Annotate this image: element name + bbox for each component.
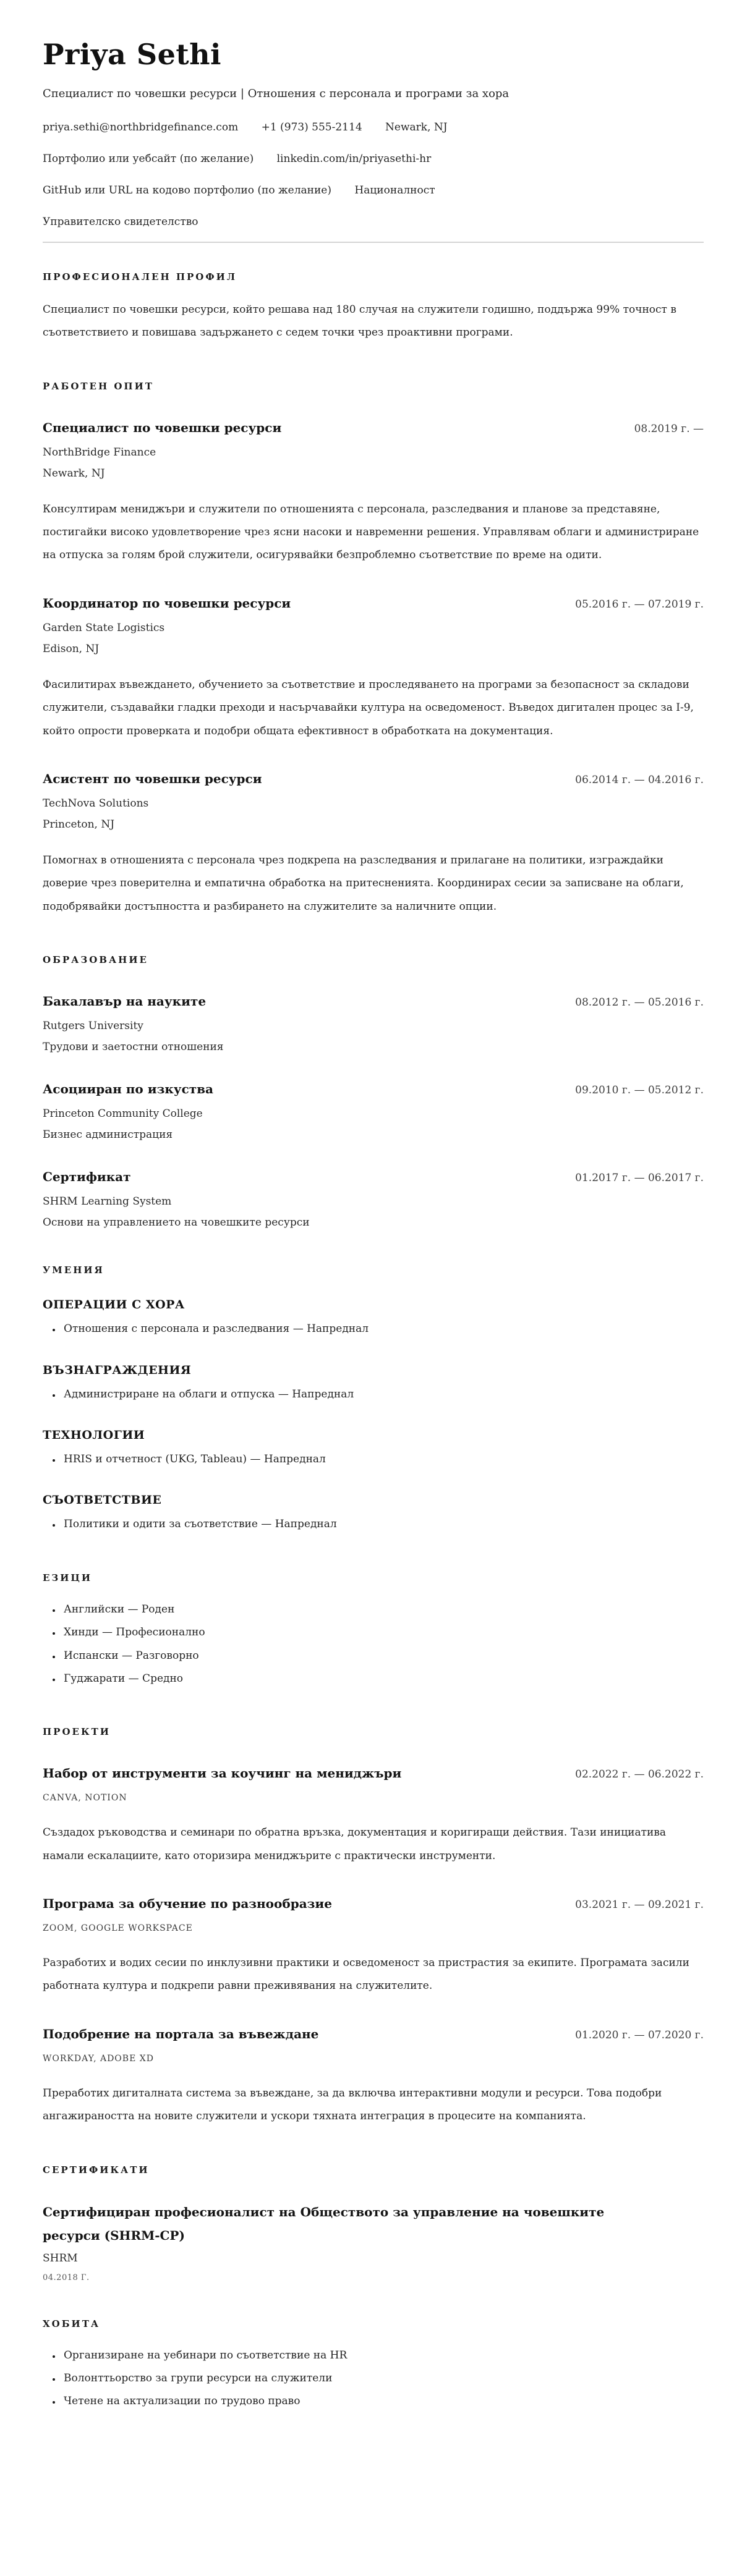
- job-entry-head: [43, 593, 704, 613]
- linkedin-text: linkedin.com/in/priyasethi-hr: [276, 152, 432, 165]
- job-dates: 08.2019 г. —: [634, 422, 704, 435]
- project-description: Разработих и водих сесии по инклузивни практики и осведоменост за пристрастия за екипите. Програмата засили работната култура и подкрепи равни преживявания на служителите.: [43, 1957, 689, 1993]
- project-entry: [43, 1763, 704, 1868]
- skill-list: [43, 1383, 704, 1406]
- section-education: [43, 954, 704, 1229]
- section-heading-projects: ПРОЕКТИ: [43, 1726, 111, 1738]
- job-entry: [43, 418, 704, 567]
- job-description: Консултирам мениджъри и служители по отношенията с персонала, разследвания и планове за представяне, постигайки високо удовлетворение чрез ясни насоки и навременни решения. Управлявам облаги и администриране на отпуска за голям брой служители, осигурявайки безпроблемно съответствие по време на одити.: [43, 502, 699, 562]
- github-placeholder-text: GitHub или URL на кодово портфолио (по желание): [43, 184, 331, 197]
- contact-block: [43, 121, 704, 228]
- section-hobbies: [43, 2318, 704, 2413]
- section-profile: [43, 271, 704, 345]
- skill-list: [43, 1513, 704, 1536]
- email-text: priya.sethi@northbridgefinance.com: [43, 121, 239, 133]
- school-name: SHRM Learning System: [43, 1195, 172, 1208]
- contact-row-2: [43, 153, 704, 165]
- hobby-item: • Четене на актуализации по трудово право: [61, 2390, 704, 2413]
- headline: Специалист по човешки ресурси | Отношения с персонала и програми за хора: [43, 87, 510, 100]
- project-entry: [43, 1894, 704, 1998]
- language-item: • Английски — Роден: [61, 1598, 704, 1621]
- language-list: [43, 1598, 704, 1691]
- project-entry-head: [43, 1763, 704, 1783]
- location-text: Newark, NJ: [385, 121, 448, 133]
- degree-title: Бакалавър на науките: [43, 994, 207, 1009]
- section-heading-profile: ПРОФЕСИОНАЛЕН ПРОФИЛ: [43, 271, 237, 282]
- skill-category: ТЕХНОЛОГИИ: [43, 1428, 145, 1442]
- certificate-issuer: SHRM: [43, 2252, 78, 2265]
- skill-item: • HRIS и отчетност (UKG, Tableau) — Напреднал: [61, 1448, 704, 1471]
- education-entry-head: [43, 1079, 704, 1099]
- section-heading-experience: РАБОТЕН ОПИТ: [43, 380, 154, 392]
- skill-item: • Политики и одити за съответствие — Напреднал: [61, 1513, 704, 1536]
- section-heading-skills: УМЕНИЯ: [43, 1265, 104, 1276]
- hobby-list: [43, 2344, 704, 2413]
- nationality-text: Националност: [354, 184, 435, 197]
- section-heading-certificates: СЕРТИФИКАТИ: [43, 2164, 150, 2176]
- job-entry-head: [43, 769, 704, 789]
- education-entry: [43, 1079, 704, 1141]
- header-divider: [43, 242, 704, 243]
- header: [43, 38, 704, 228]
- certificate-title: Сертифициран професионалист на Обществото за управление на човешките ресурси (SHRM-CP): [43, 2204, 605, 2243]
- project-tools: ZOOM, GOOGLE WORKSPACE: [43, 1923, 193, 1934]
- section-heading-languages: ЕЗИЦИ: [43, 1572, 93, 1583]
- section-languages: [43, 1572, 704, 1691]
- degree-title: Асоцииран по изкуства: [43, 1082, 214, 1097]
- project-entry-head: [43, 2024, 704, 2044]
- skill-category: СЪОТВЕТСТВИЕ: [43, 1493, 162, 1507]
- job-entry: [43, 593, 704, 743]
- job-company: TechNova Solutions: [43, 797, 149, 810]
- project-dates: 02.2022 г. — 06.2022 г.: [575, 1768, 704, 1781]
- job-location: Princeton, NJ: [43, 818, 115, 831]
- driving-license-text: Управителско свидетелство: [43, 215, 198, 228]
- school-name: Princeton Community College: [43, 1108, 203, 1121]
- job-dates: 05.2016 г. — 07.2019 г.: [575, 598, 704, 611]
- certificate-date: 04.2018 Г.: [43, 2273, 90, 2282]
- job-location: Edison, NJ: [43, 642, 100, 655]
- job-company: Garden State Logistics: [43, 621, 165, 634]
- contact-row-3: [43, 184, 704, 197]
- field-of-study: Трудови и заетостни отношения: [43, 1041, 224, 1054]
- skill-list: [43, 1318, 704, 1341]
- project-title: Подобрение на портала за въвеждане: [43, 2026, 319, 2041]
- job-title: Асистент по човешки ресурси: [43, 771, 262, 787]
- job-entry-head: [43, 418, 704, 438]
- section-experience: [43, 381, 704, 919]
- field-of-study: Основи на управлението на човешките ресурси: [43, 1216, 310, 1229]
- skill-item: • Администриране на облаги и отпуска — Напреднал: [61, 1383, 704, 1406]
- education-entry-head: [43, 991, 704, 1011]
- hobby-item: • Организиране на уебинари по съответствие на HR: [61, 2344, 704, 2367]
- education-entry-head: [43, 1167, 704, 1187]
- project-title: Набор от инструменти за коучинг на мениджъри: [43, 1766, 402, 1781]
- job-description: Помогнах в отношенията с персонала чрез подкрепа на разследвания и прилагане на политики, изграждайки доверие чрез поверителна и емпатична обработка на притесненията. Координирах сесии за записване на облаги, подобрявайки достъпността и разбирането на служителите за наличните опции.: [43, 854, 684, 913]
- section-heading-hobbies: ХОБИТА: [43, 2318, 101, 2329]
- skill-category: ОПЕРАЦИИ С ХОРА: [43, 1298, 185, 1312]
- job-location: Newark, NJ: [43, 467, 105, 480]
- education-entry: [43, 1167, 704, 1229]
- project-description: Създадох ръководства и семинари по обратна връзка, документация и коригиращи действия. Тази инициатива намали ескалациите, като оторизира мениджърите с практически инструменти.: [43, 1826, 667, 1862]
- job-title: Координатор по човешки ресурси: [43, 595, 291, 611]
- school-name: Rutgers University: [43, 1020, 143, 1033]
- job-entry: [43, 769, 704, 918]
- language-item: • Гуджарати — Средно: [61, 1667, 704, 1690]
- job-dates: 06.2014 г. — 04.2016 г.: [575, 774, 704, 787]
- phone-text: +1 (973) 555-2114: [261, 121, 362, 133]
- skill-list: [43, 1448, 704, 1471]
- job-company: NorthBridge Finance: [43, 446, 156, 459]
- contact-row-4: [43, 216, 704, 228]
- certificate-entry: [43, 2200, 704, 2282]
- portfolio-placeholder-text: Портфолио или уебсайт (по желание): [43, 152, 254, 165]
- skill-item: • Отношения с персонала и разследвания — Напреднал: [61, 1318, 704, 1341]
- project-description: Преработих дигиталната система за въвеждане, за да включва интерактивни модули и ресурси. Това подобри ангажираността на новите служители и ускори тяхната интеграция в процесите на компанията.: [43, 2087, 662, 2123]
- section-projects: [43, 1726, 704, 2128]
- education-entry: [43, 991, 704, 1053]
- section-certificates: [43, 2164, 704, 2282]
- job-title: Специалист по човешки ресурси: [43, 420, 282, 435]
- profile-text: Специалист по човешки ресурси, който решава над 180 случая на служители годишно, поддържа 99% точност в съответствието и повишава задържането с седем точки чрез проактивни програми.: [43, 303, 676, 339]
- skill-category: ВЪЗНАГРАЖДЕНИЯ: [43, 1363, 192, 1377]
- education-dates: 01.2017 г. — 06.2017 г.: [575, 1172, 704, 1185]
- language-item: • Хинди — Професионално: [61, 1621, 704, 1644]
- degree-title: Сертификат: [43, 1169, 131, 1185]
- project-dates: 01.2020 г. — 07.2020 г.: [575, 2028, 704, 2041]
- project-tools: CANVA, NOTION: [43, 1793, 127, 1803]
- project-dates: 03.2021 г. — 09.2021 г.: [575, 1899, 704, 1912]
- section-heading-education: ОБРАЗОВАНИЕ: [43, 954, 148, 966]
- language-item: • Испански — Разговорно: [61, 1645, 704, 1667]
- education-dates: 09.2010 г. — 05.2012 г.: [575, 1084, 704, 1097]
- project-title: Програма за обучение по разнообразие: [43, 1896, 332, 1912]
- project-entry: [43, 2024, 704, 2129]
- person-name: Priya Sethi: [43, 38, 222, 71]
- hobby-item: • Волонттьорство за групи ресурси на служители: [61, 2367, 704, 2390]
- field-of-study: Бизнес администрация: [43, 1129, 173, 1142]
- project-tools: WORKDAY, ADOBE XD: [43, 2053, 154, 2064]
- contact-row-1: [43, 121, 704, 133]
- job-description: Фасилитирах въвеждането, обучението за съответствие и проследяването на програми за безопасност за складови служители, създавайки гладки преходи и насърчавайки култура на осведоменост. Въведох дигитален процес за I-9, който опрости проверката и подобри общата ефективност в обработката на документация.: [43, 678, 694, 737]
- education-dates: 08.2012 г. — 05.2016 г.: [575, 996, 704, 1009]
- section-skills: [43, 1265, 704, 1536]
- project-entry-head: [43, 1894, 704, 1913]
